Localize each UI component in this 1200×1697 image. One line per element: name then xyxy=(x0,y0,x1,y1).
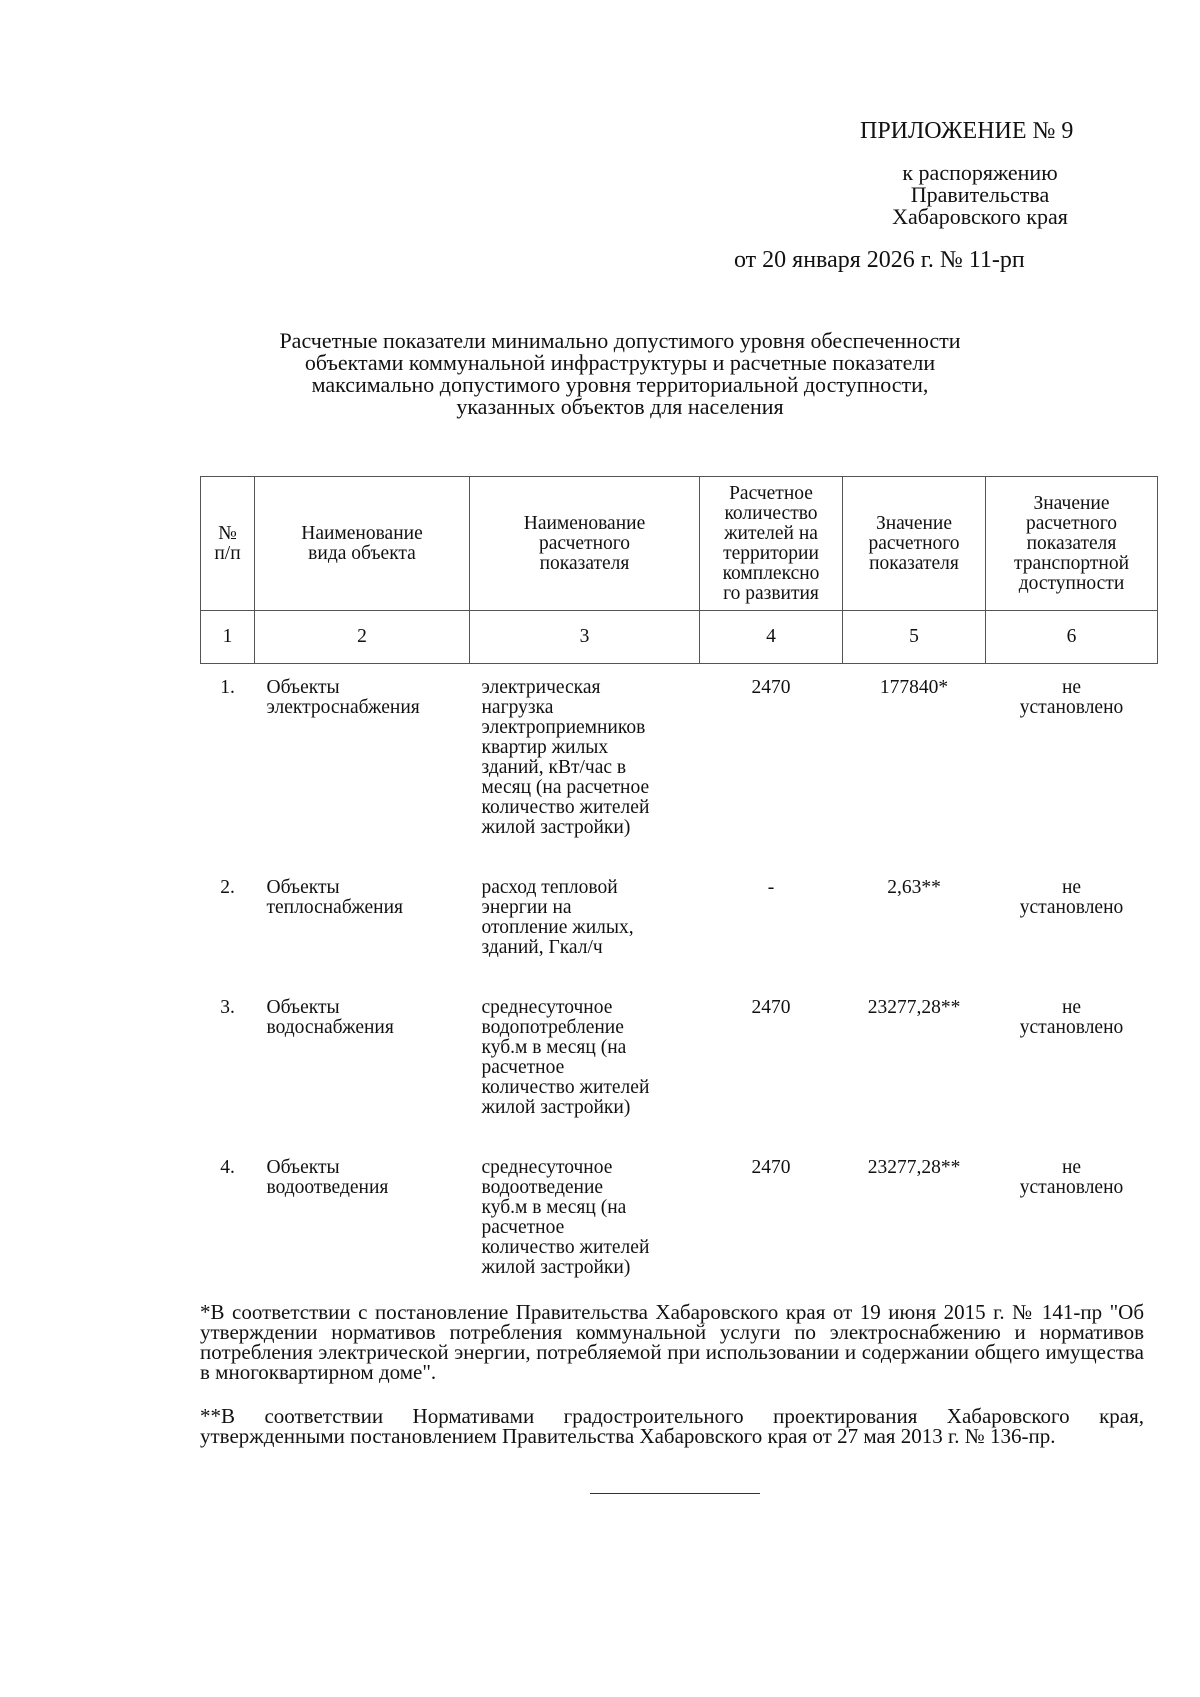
row-number: 2. xyxy=(220,877,235,898)
indicator-name: электрическая нагрузка электроприемников квартир жилых зданий, кВт/час в месяц (на расчетное количество жителей жилой застройки) xyxy=(481,677,650,838)
header-cell-object-type: Наименование вида объекта xyxy=(255,477,470,611)
order-line: к распоряжению xyxy=(902,160,1058,185)
order-date: от 20 января 2026 г. № 11-рп xyxy=(734,247,1025,273)
indicators-table xyxy=(200,476,1158,1278)
column-number: 4 xyxy=(700,611,843,664)
access-value: не установлено xyxy=(1019,877,1124,918)
document-title xyxy=(220,330,1020,418)
column-number: 2 xyxy=(255,611,470,664)
appendix-number: ПРИЛОЖЕНИЕ № 9 xyxy=(860,118,1074,144)
indicator-value: 2,63** xyxy=(887,877,941,898)
end-divider xyxy=(590,1493,760,1494)
indicator-name: среднесуточное водоотведение куб.м в месяц (на расчетное количество жителей жилой застройки) xyxy=(481,1157,650,1278)
residents-count: - xyxy=(767,877,775,898)
residents-count: 2470 xyxy=(751,677,791,698)
access-value: не установлено xyxy=(1019,677,1124,718)
header-cell-number: № п/п xyxy=(201,477,255,611)
access-value: не установлено xyxy=(1019,997,1124,1038)
footnote-double-asterisk: **В соответствии Нормативами градостроительного проектирования Хабаровского края, утвержденными постановлением Правительства Хабаровского края от 27 мая 2013 г. № 136-пр. xyxy=(200,1404,1144,1448)
table-row xyxy=(201,678,1158,838)
object-type: Объекты электроснабжения xyxy=(266,677,420,718)
residents-count: 2470 xyxy=(751,1157,791,1178)
column-number: 6 xyxy=(986,611,1158,664)
footnote-single-asterisk: *В соответствии с постановление Правительства Хабаровского края от 19 июня 2015 г. № 141-пр "Об утверждении нормативов потребления коммунальной услуги по электроснабжению и нормативов потребления электрической энергии, потребляемой при использовании и содержании общего имущества в многоквартирном доме". xyxy=(200,1300,1144,1384)
header-cell-value: Значение расчетного показателя xyxy=(843,477,986,611)
title-line: указанных объектов для населения xyxy=(456,394,784,419)
column-number-row xyxy=(201,611,1158,664)
header-cell-indicator: Наименование расчетного показателя xyxy=(470,477,700,611)
indicator-name: среднесуточное водопотребление куб.м в месяц (на расчетное количество жителей жилой застройки) xyxy=(481,997,650,1118)
row-number: 1. xyxy=(220,677,235,698)
indicators-table-wrap xyxy=(200,476,1158,1278)
object-type: Объекты теплоснабжения xyxy=(266,877,403,918)
header-cell-residents: Расчетное количество жителей на территории комплексно го развития xyxy=(700,477,843,611)
table-row xyxy=(201,1158,1158,1278)
title-line: объектами коммунальной инфраструктуры и расчетные показатели xyxy=(304,350,936,375)
column-number: 3 xyxy=(470,611,700,664)
title-line: Расчетные показатели минимально допустимого уровня обеспеченности xyxy=(279,328,961,353)
table-row xyxy=(201,998,1158,1118)
indicator-value: 177840* xyxy=(879,677,949,698)
table-header-row xyxy=(201,477,1158,611)
indicator-value: 23277,28** xyxy=(867,1157,961,1178)
title-line: максимально допустимого уровня территориальной доступности, xyxy=(311,372,929,397)
order-line: Хабаровского края xyxy=(892,204,1068,229)
access-value: не установлено xyxy=(1019,1157,1124,1198)
column-number: 5 xyxy=(843,611,986,664)
indicator-value: 23277,28** xyxy=(867,997,961,1018)
indicator-name: расход тепловой энергии на отопление жилых, зданий, Гкал/ч xyxy=(481,877,634,958)
order-reference xyxy=(850,162,1110,228)
object-type: Объекты водоснабжения xyxy=(266,997,394,1038)
header-cell-access: Значение расчетного показателя транспортной доступности xyxy=(986,477,1158,611)
row-number: 4. xyxy=(220,1157,235,1178)
table-row xyxy=(201,878,1158,958)
row-number: 3. xyxy=(220,997,235,1018)
order-line: Правительства xyxy=(910,182,1050,207)
residents-count: 2470 xyxy=(751,997,791,1018)
object-type: Объекты водоотведения xyxy=(266,1157,389,1198)
column-number: 1 xyxy=(201,611,255,664)
